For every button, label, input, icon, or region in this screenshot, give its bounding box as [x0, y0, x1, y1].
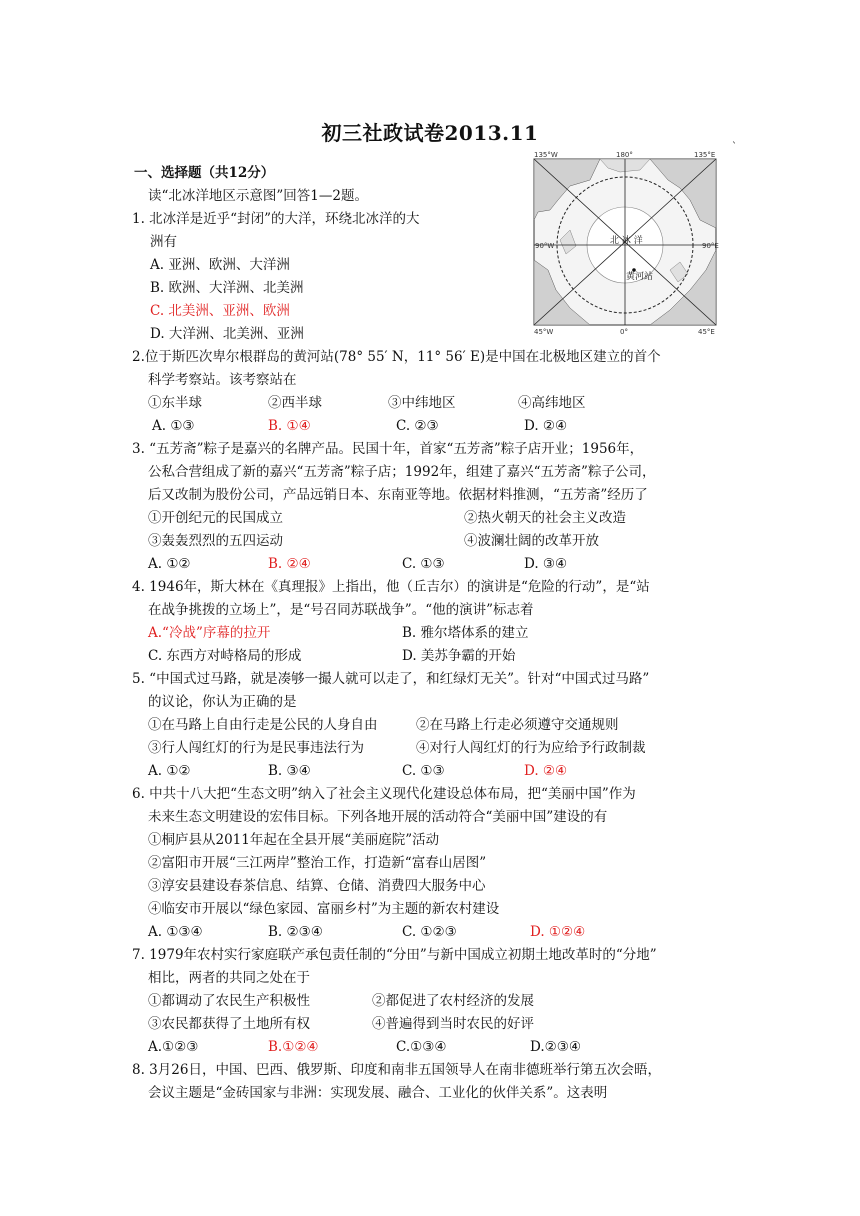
- station-label: 黄河站: [626, 272, 654, 282]
- text-line: 8. 3月26日，中国、巴西、俄罗斯、印度和南非五国领导人在南非德班举行第五次会晤，: [132, 1062, 661, 1078]
- text-line: C. ①②③: [402, 924, 457, 940]
- ocean-label: 北 冰 洋: [610, 236, 643, 246]
- text-line: A. ①③④: [148, 924, 203, 940]
- text-line: ④波澜壮阔的改革开放: [464, 533, 599, 549]
- text-line: A. ①②: [148, 556, 191, 572]
- text-line: ②西半球: [268, 395, 322, 411]
- text-line: 5. “中国式过马路，就是凑够一撮人就可以走了，和红绿灯无关”。针对“中国式过马路”: [132, 671, 650, 687]
- text-line: 公私合营组成了新的嘉兴“五芳斋”粽子店；1992年，组建了嘉兴“五芳斋”粽子公司，: [148, 464, 656, 480]
- text-line: A. ①③: [152, 418, 195, 434]
- arctic-map-svg: [530, 150, 720, 335]
- text-line: D. ②④: [524, 763, 568, 779]
- text-line: B.①②④: [268, 1039, 319, 1055]
- label-0: 0°: [620, 328, 628, 335]
- text-line: C. 东西方对峙格局的形成: [148, 648, 302, 664]
- text-line: 在战争挑拨的立场上”，是“号召同苏联战争”。“他的演讲”标志着: [148, 602, 534, 618]
- arctic-map: [530, 150, 720, 335]
- corner-mark: `: [732, 142, 737, 153]
- text-line: D. ①②④: [530, 924, 586, 940]
- text-line: 会议主题是“金砖国家与非洲：实现发展、融合、工业化的伙伴关系”。这表明: [148, 1085, 608, 1101]
- text-line: 1. 北冰洋是近乎“封闭”的大洋，环绕北冰洋的大: [132, 211, 420, 227]
- text-line: C.①③④: [396, 1039, 447, 1055]
- text-line: 科学考察站。该考察站在: [148, 372, 297, 388]
- text-line: ①桐庐县从2011年起在全县开展“美丽庭院”活动: [148, 832, 440, 848]
- text-line: A.①②③: [148, 1039, 199, 1055]
- text-line: ③淳安县建设春茶信息、结算、仓储、消费四大服务中心: [148, 878, 486, 894]
- label-135w: 135°W: [534, 151, 558, 159]
- text-line: ④普遍得到当时农民的好评: [372, 1016, 534, 1032]
- label-180: 180°: [616, 151, 633, 159]
- text-line: 洲有: [150, 234, 177, 250]
- text-line: ②热火朝天的社会主义改造: [464, 510, 626, 526]
- text-line: 2.位于斯匹次卑尔根群岛的黄河站(78° 55′ N，11° 56′ E)是中国在北极地区建立的首个: [132, 349, 661, 365]
- text-line: ①在马路上自由行走是公民的人身自由: [148, 717, 378, 733]
- text-line: ①东半球: [148, 395, 202, 411]
- page-title: 初三社政试卷2013.11: [321, 121, 539, 145]
- text-line: 的议论，你认为正确的是: [148, 694, 297, 710]
- text-line: 4. 1946年，斯大林在《真理报》上指出，他（丘吉尔）的演讲是“危险的行动”，是“站: [132, 579, 650, 595]
- text-line: 未来生态文明建设的宏伟目标。下列各地开展的活动符合“美丽中国”建设的有: [148, 809, 608, 825]
- text-line: D. ③④: [524, 556, 568, 572]
- text-line: A.“冷战”序幕的拉开: [148, 625, 271, 641]
- text-line: B. ①④: [268, 418, 311, 434]
- text-line: ④对行人闯红灯的行为应给予行政制裁: [416, 740, 646, 756]
- text-line: 3. “五芳斋”粽子是嘉兴的名牌产品。民国十年，首家“五芳斋”粽子店开业；1956年，: [132, 441, 644, 457]
- text-line: 相比，两者的共同之处在于: [148, 970, 310, 986]
- text-line: C. ②③: [396, 418, 439, 434]
- text-line: B. ②③④: [268, 924, 323, 940]
- text-line: ②在马路上行走必须遵守交通规则: [416, 717, 619, 733]
- text-line: B. ③④: [268, 763, 311, 779]
- label-135e: 135°E: [694, 151, 716, 159]
- text-line: B. 欧洲、大洋洲、北美洲: [150, 280, 304, 296]
- text-line: ②富阳市开展“三江两岸”整治工作，打造新“富春山居图”: [148, 855, 487, 871]
- text-line: ④高纬地区: [518, 395, 586, 411]
- text-line: ③轰轰烈烈的五四运动: [148, 533, 283, 549]
- text-line: 后又改制为股份公司，产品远销日本、东南亚等地。依据材料推测，“五芳斋”经历了: [148, 487, 648, 503]
- text-line: ③中纬地区: [388, 395, 456, 411]
- text-line: C. ①③: [402, 763, 445, 779]
- text-line: 7. 1979年农村实行家庭联产承包责任制的“分田”与新中国成立初期土地改革时的“分地”: [132, 947, 657, 963]
- label-90w: 90°W: [535, 242, 555, 250]
- text-line: ②都促进了农村经济的发展: [372, 993, 534, 1009]
- text-line: ①都调动了农民生产积极性: [148, 993, 310, 1009]
- text-line: D.②③④: [530, 1039, 581, 1055]
- text-line: ③行人闯红灯的行为是民事违法行为: [148, 740, 364, 756]
- text-line: A. ①②: [148, 763, 191, 779]
- text-line: D. ②④: [524, 418, 568, 434]
- text-line: B. ②④: [268, 556, 311, 572]
- label-45w: 45°W: [534, 328, 554, 335]
- label-90e: 90°E: [702, 242, 719, 250]
- text-line: D. 大洋洲、北美洲、亚洲: [150, 326, 304, 342]
- label-45e: 45°E: [698, 328, 715, 335]
- text-line: C. 北美洲、亚洲、欧洲: [150, 303, 290, 319]
- text-line: A. 亚洲、欧洲、大洋洲: [150, 257, 290, 273]
- text-line: ④临安市开展以“绿色家园、富丽乡村”为主题的新农村建设: [148, 901, 500, 917]
- text-line: 6. 中共十八大把“生态文明”纳入了社会主义现代化建设总体布局，把“美丽中国”作为: [132, 786, 636, 802]
- text-line: B. 雅尔塔体系的建立: [402, 625, 529, 641]
- text-line: ①开创纪元的民国成立: [148, 510, 283, 526]
- text-line: C. ①③: [402, 556, 445, 572]
- text-line: 读“北冰洋地区示意图”回答1—2题。: [148, 188, 368, 204]
- text-line: D. 美苏争霸的开始: [402, 648, 516, 664]
- text-line: 一、选择题（共12分）: [134, 165, 275, 181]
- text-line: ③农民都获得了土地所有权: [148, 1016, 310, 1032]
